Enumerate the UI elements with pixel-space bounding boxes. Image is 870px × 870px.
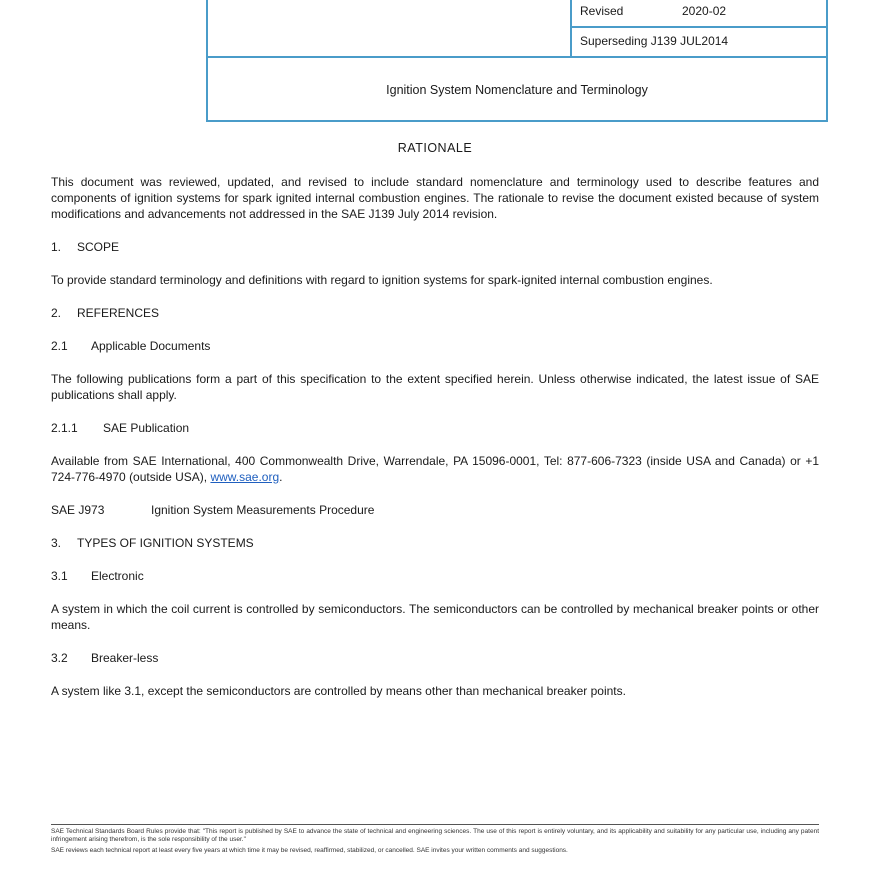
section-title: Breaker-less bbox=[91, 651, 159, 665]
rationale-heading: RATIONALE bbox=[397, 141, 473, 155]
document-header-box bbox=[206, 0, 828, 122]
reference-entry bbox=[51, 502, 819, 518]
section-1-heading bbox=[51, 239, 819, 255]
reference-title: Ignition System Measurements Procedure bbox=[151, 503, 375, 517]
breakerless-paragraph: A system like 3.1, except the semiconductors are controlled by means other than mechanical breaker points. bbox=[51, 684, 626, 698]
sae-website-link[interactable]: www.sae.org bbox=[210, 470, 280, 484]
document-body bbox=[51, 140, 819, 699]
footer-notice bbox=[51, 828, 819, 858]
section-title: TYPES OF IGNITION SYSTEMS bbox=[77, 536, 254, 550]
superseding-row bbox=[572, 28, 826, 56]
section-title: Electronic bbox=[91, 569, 144, 583]
revised-value: 2020-02 bbox=[682, 4, 727, 18]
sae-address-text: Available from SAE International, 400 Commonwealth Drive, Warrendale, PA 15096-0001, Tel: 877-606-7323 (inside USA and Canada) or +1 724-776-4970 (outside USA), bbox=[51, 454, 819, 484]
section-2-heading bbox=[51, 305, 819, 321]
section-2-1-heading bbox=[51, 338, 819, 354]
revised-row bbox=[572, 0, 826, 28]
document-title: Ignition System Nomenclature and Terminology bbox=[208, 56, 826, 120]
revised-label: Revised bbox=[580, 4, 624, 18]
section-3-1-heading bbox=[51, 568, 819, 584]
section-number: 2. bbox=[51, 306, 62, 320]
applicable-documents-paragraph: The following publications form a part of this specification to the extent specified herein. Unless otherwise indicated, the latest issue of SAE publications shall apply. bbox=[51, 372, 819, 402]
rationale-paragraph: This document was reviewed, updated, and revised to include standard nomenclature and terminology used to describe features and components of ignition systems for spark ignited internal combustion engines. The rationale to revise the document existed because of system modifications and advancements not addressed in the SAE J139 July 2014 revision. bbox=[51, 175, 819, 221]
section-number: 3. bbox=[51, 536, 62, 550]
footer-line-2: SAE reviews each technical report at least every five years at which time it may be revised, reaffirmed, stabilized, or cancelled. SAE invites your written comments and suggestions. bbox=[51, 847, 568, 854]
section-number: 3.1 bbox=[51, 569, 68, 583]
scope-paragraph: To provide standard terminology and definitions with regard to ignition systems for spark-ignited internal combustion engines. bbox=[51, 273, 713, 287]
electronic-paragraph: A system in which the coil current is controlled by semiconductors. The semiconductors can be controlled by mechanical breaker points or other means. bbox=[51, 602, 819, 632]
section-2-1-1-heading bbox=[51, 420, 819, 436]
section-number: 3.2 bbox=[51, 651, 68, 665]
section-3-heading bbox=[51, 535, 819, 551]
section-title: SAE Publication bbox=[103, 421, 190, 435]
section-title: REFERENCES bbox=[77, 306, 160, 320]
section-title: Applicable Documents bbox=[91, 339, 211, 353]
header-left-cell bbox=[208, 0, 572, 56]
sae-publication-paragraph bbox=[51, 453, 819, 485]
reference-code: SAE J973 bbox=[51, 503, 105, 517]
sae-address-end: . bbox=[279, 470, 283, 484]
section-3-2-heading bbox=[51, 650, 819, 666]
section-number: 2.1 bbox=[51, 339, 68, 353]
superseding-text: Superseding J139 JUL2014 bbox=[580, 34, 729, 48]
header-right-cell bbox=[572, 0, 826, 56]
section-number: 2.1.1 bbox=[51, 421, 78, 435]
section-number: 1. bbox=[51, 240, 62, 254]
footer-divider bbox=[51, 824, 819, 825]
footer-line-1: SAE Technical Standards Board Rules provide that: "This report is published by SAE to advance the state of technical and engineering sciences. The use of this report is entirely voluntary, and its applicability and suitability for any particular use, including any patent infringement arising therefrom, is the sole responsibility of the user." bbox=[51, 828, 819, 843]
section-title: SCOPE bbox=[77, 240, 120, 254]
